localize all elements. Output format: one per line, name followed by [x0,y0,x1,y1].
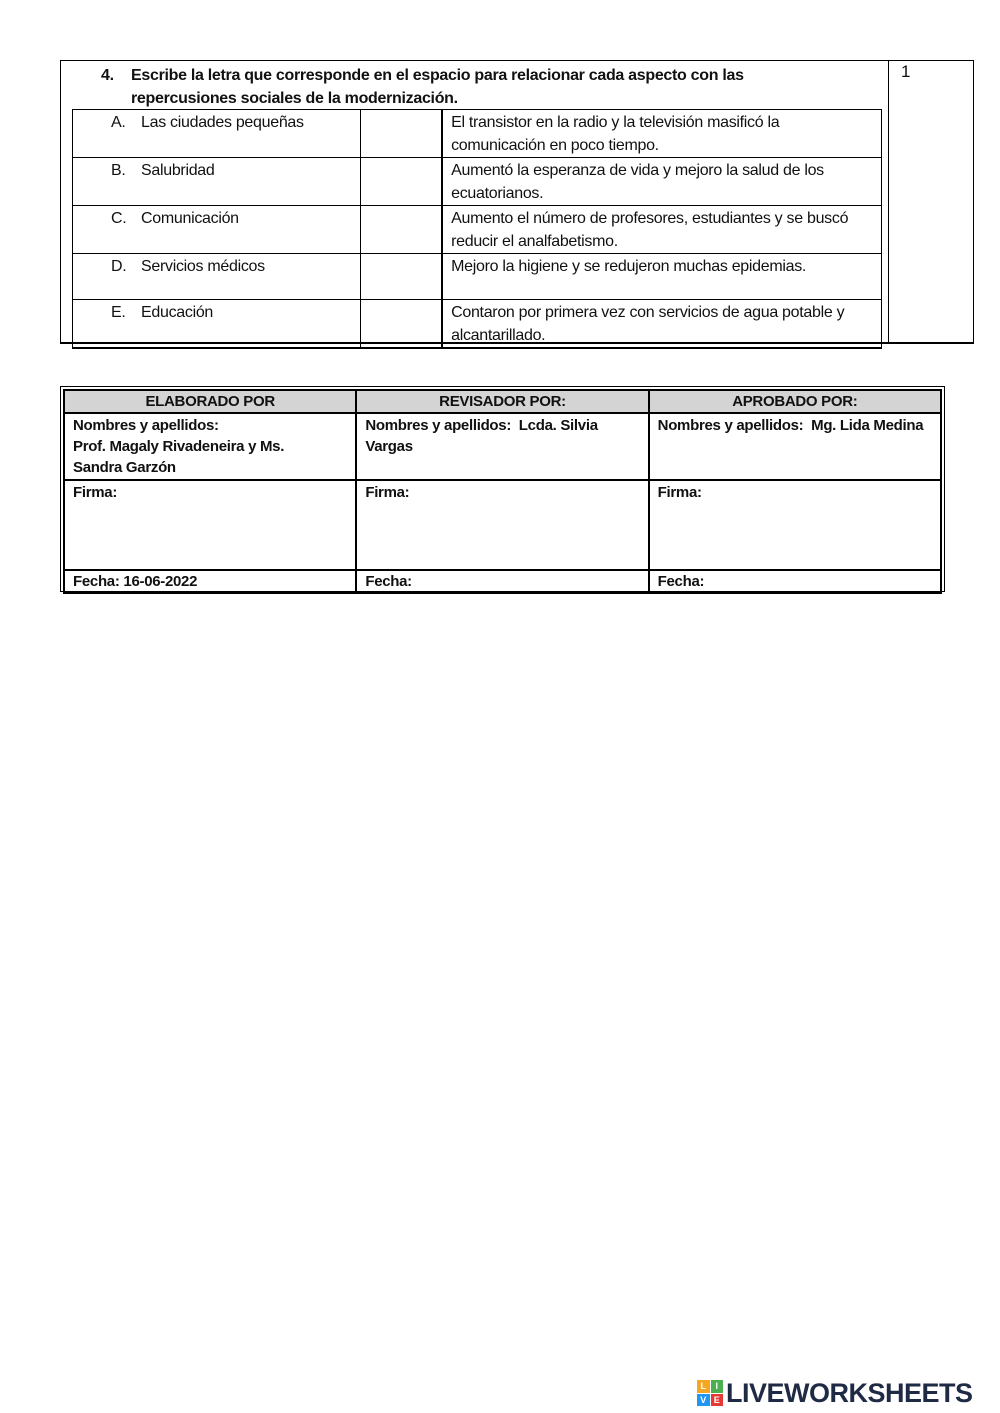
aspect-label: Las ciudades pequeñas [141,114,304,131]
matching-table [72,109,882,349]
names-value: Sandra Garzón [73,459,176,476]
names-value: Mg. Lida Medina [811,417,924,434]
table-row [73,110,882,158]
fecha-row [64,570,941,593]
description-cell: Aumento el número de profesores, estudiantes y se buscó reducir el analfabetismo. [442,206,881,254]
fecha-cell: Fecha: [356,570,648,593]
answer-blank[interactable] [360,254,442,300]
answer-blank[interactable] [360,158,442,206]
fecha-cell: Fecha: [649,570,941,593]
answer-blank[interactable] [360,110,442,158]
answer-blank[interactable] [360,300,442,349]
aspect-letter: E. [111,304,126,321]
names-label: Nombres y apellidos: [365,417,512,434]
aspect-label: Educación [141,304,214,321]
firma-row [64,480,941,570]
signature-block [60,386,945,592]
description-cell: Mejoro la higiene y se redujeron muchas epidemias. [442,254,881,300]
aspect-letter: B. [111,162,126,179]
names-label: Nombres y apellidos: [73,417,219,434]
table-row [73,300,882,349]
names-cell [356,413,648,480]
firma-cell: Firma: [64,480,356,570]
names-value: Vargas [365,438,413,455]
fecha-cell: Fecha: 16-06-2022 [64,570,356,593]
firma-cell: Firma: [649,480,941,570]
logo-tile: L [697,1380,710,1393]
names-value: Lcda. Silvia [518,417,598,434]
aspect-letter: C. [111,210,127,227]
aspect-cell [73,110,361,158]
logo-text: LIVEWORKSHEETS [726,1377,973,1408]
question-prompt [101,64,841,110]
header-revisado: REVISADOR POR: [356,390,648,413]
names-row [64,413,941,480]
liveworksheets-logo [697,1378,973,1408]
question-text: Escribe la letra que corresponde en el espacio para relacionar cada aspecto con las repercusiones sociales de la modernización. [131,67,744,107]
question-number: 4. [101,67,114,84]
aspect-label: Comunicación [141,210,239,227]
question-score: 1 [901,62,911,81]
header-elaborado: ELABORADO POR [64,390,356,413]
description-cell: Contaron por primera vez con servicios de agua potable y alcantarillado. [442,300,881,349]
question-block [60,60,974,344]
aspect-letter: A. [111,114,126,131]
aspect-label: Servicios médicos [141,258,265,275]
firma-cell: Firma: [356,480,648,570]
logo-tile: I [711,1380,724,1393]
aspect-cell [73,158,361,206]
signature-header-row [64,390,941,413]
names-cell [649,413,941,480]
names-cell [64,413,356,480]
names-value: Prof. Magaly Rivadeneira y Ms. [73,438,285,455]
liveworksheets-logo-icon [697,1380,723,1406]
table-row [73,206,882,254]
answer-blank[interactable] [360,206,442,254]
aspect-cell [73,254,361,300]
description-cell: Aumentó la esperanza de vida y mejoro la salud de los ecuatorianos. [442,158,881,206]
header-aprobado: APROBADO POR: [649,390,941,413]
description-cell: El transistor en la radio y la televisión masificó la comunicación en poco tiempo. [442,110,881,158]
names-label: Nombres y apellidos: [657,417,804,434]
logo-tile: V [697,1394,710,1407]
aspect-cell [73,300,361,349]
aspect-label: Salubridad [141,162,215,179]
score-divider [888,61,889,342]
aspect-cell [73,206,361,254]
table-row [73,158,882,206]
signature-table [63,389,942,594]
aspect-letter: D. [111,258,127,275]
table-row [73,254,882,300]
logo-tile: E [711,1394,724,1407]
